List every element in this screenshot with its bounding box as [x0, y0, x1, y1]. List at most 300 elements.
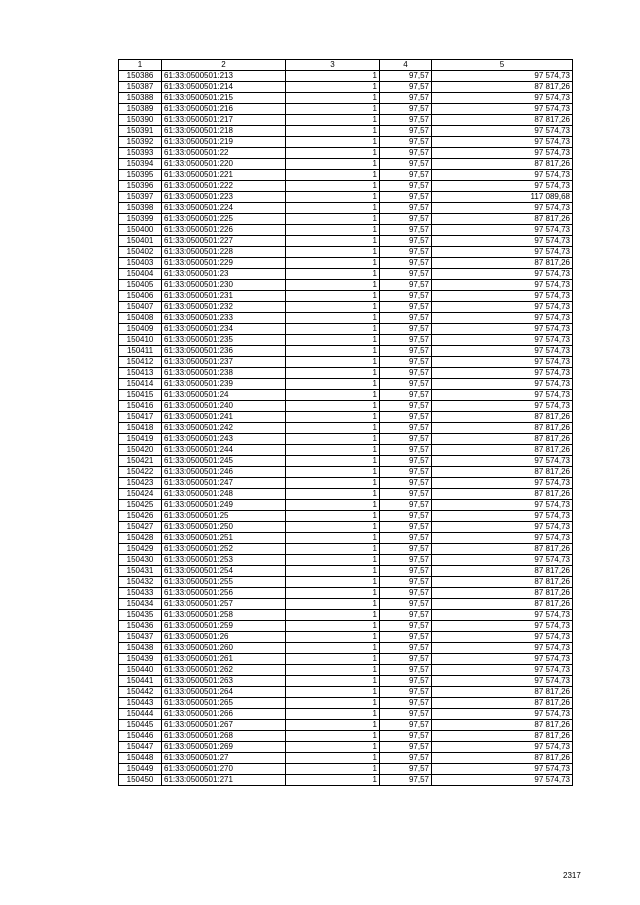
cell-quantity: 1 — [286, 742, 380, 753]
cell-row-number: 150389 — [119, 104, 162, 115]
cell-cadastral-number: 61:33:0500501:232 — [162, 302, 286, 313]
cell-cadastral-number: 61:33:0500501:258 — [162, 610, 286, 621]
table-row — [119, 544, 573, 555]
cell-area: 97,57 — [380, 313, 432, 324]
cell-row-number: 150425 — [119, 500, 162, 511]
cell-value: 97 574,73 — [432, 71, 573, 82]
cell-area: 97,57 — [380, 71, 432, 82]
cell-value: 97 574,73 — [432, 632, 573, 643]
cell-row-number: 150403 — [119, 258, 162, 269]
table-row — [119, 599, 573, 610]
cell-cadastral-number: 61:33:0500501:259 — [162, 621, 286, 632]
cell-quantity: 1 — [286, 247, 380, 258]
cell-row-number: 150397 — [119, 192, 162, 203]
table-row — [119, 247, 573, 258]
cell-row-number: 150424 — [119, 489, 162, 500]
table-row — [119, 115, 573, 126]
cell-area: 97,57 — [380, 489, 432, 500]
cell-cadastral-number: 61:33:0500501:267 — [162, 720, 286, 731]
cell-quantity: 1 — [286, 148, 380, 159]
table-row — [119, 126, 573, 137]
cell-row-number: 150449 — [119, 764, 162, 775]
cell-quantity: 1 — [286, 577, 380, 588]
cell-cadastral-number: 61:33:0500501:233 — [162, 313, 286, 324]
cell-row-number: 150450 — [119, 775, 162, 786]
cell-quantity: 1 — [286, 643, 380, 654]
cell-area: 97,57 — [380, 544, 432, 555]
cell-area: 97,57 — [380, 599, 432, 610]
cell-cadastral-number: 61:33:0500501:266 — [162, 709, 286, 720]
table-row — [119, 93, 573, 104]
table-row — [119, 423, 573, 434]
cell-quantity: 1 — [286, 533, 380, 544]
cell-quantity: 1 — [286, 621, 380, 632]
table-row — [119, 610, 573, 621]
cell-area: 97,57 — [380, 93, 432, 104]
cell-area: 97,57 — [380, 170, 432, 181]
cell-quantity: 1 — [286, 368, 380, 379]
cell-value: 87 817,26 — [432, 731, 573, 742]
cell-value: 87 817,26 — [432, 720, 573, 731]
cell-cadastral-number: 61:33:0500501:244 — [162, 445, 286, 456]
cell-value: 97 574,73 — [432, 225, 573, 236]
cell-row-number: 150407 — [119, 302, 162, 313]
cell-value: 97 574,73 — [432, 126, 573, 137]
cell-area: 97,57 — [380, 588, 432, 599]
cell-cadastral-number: 61:33:0500501:245 — [162, 456, 286, 467]
cell-area: 97,57 — [380, 775, 432, 786]
cell-row-number: 150408 — [119, 313, 162, 324]
cell-cadastral-number: 61:33:0500501:238 — [162, 368, 286, 379]
cell-cadastral-number: 61:33:0500501:240 — [162, 401, 286, 412]
table-row — [119, 698, 573, 709]
table-row — [119, 643, 573, 654]
cell-quantity: 1 — [286, 654, 380, 665]
cell-quantity: 1 — [286, 225, 380, 236]
cell-area: 97,57 — [380, 665, 432, 676]
cell-cadastral-number: 61:33:0500501:269 — [162, 742, 286, 753]
table-row — [119, 225, 573, 236]
cell-value: 97 574,73 — [432, 621, 573, 632]
cell-quantity: 1 — [286, 687, 380, 698]
cell-value: 97 574,73 — [432, 390, 573, 401]
cell-row-number: 150392 — [119, 137, 162, 148]
cell-value: 87 817,26 — [432, 566, 573, 577]
cell-value: 97 574,73 — [432, 533, 573, 544]
cell-area: 97,57 — [380, 148, 432, 159]
table-row — [119, 236, 573, 247]
cell-quantity: 1 — [286, 291, 380, 302]
cell-value: 87 817,26 — [432, 588, 573, 599]
cell-row-number: 150434 — [119, 599, 162, 610]
cell-cadastral-number: 61:33:0500501:22 — [162, 148, 286, 159]
column-header-1: 1 — [119, 60, 162, 71]
cell-row-number: 150444 — [119, 709, 162, 720]
cell-area: 97,57 — [380, 368, 432, 379]
cell-cadastral-number: 61:33:0500501:27 — [162, 753, 286, 764]
cell-row-number: 150405 — [119, 280, 162, 291]
cell-cadastral-number: 61:33:0500501:262 — [162, 665, 286, 676]
cell-quantity: 1 — [286, 280, 380, 291]
cell-quantity: 1 — [286, 214, 380, 225]
cell-area: 97,57 — [380, 126, 432, 137]
cell-value: 97 574,73 — [432, 346, 573, 357]
cell-value: 97 574,73 — [432, 357, 573, 368]
cell-cadastral-number: 61:33:0500501:214 — [162, 82, 286, 93]
cell-area: 97,57 — [380, 302, 432, 313]
cell-cadastral-number: 61:33:0500501:249 — [162, 500, 286, 511]
cell-area: 97,57 — [380, 269, 432, 280]
table-row — [119, 368, 573, 379]
cell-cadastral-number: 61:33:0500501:23 — [162, 269, 286, 280]
cell-value: 97 574,73 — [432, 181, 573, 192]
cell-quantity: 1 — [286, 434, 380, 445]
cell-cadastral-number: 61:33:0500501:223 — [162, 192, 286, 203]
cell-row-number: 150409 — [119, 324, 162, 335]
table-row — [119, 467, 573, 478]
cell-cadastral-number: 61:33:0500501:226 — [162, 225, 286, 236]
table-row — [119, 137, 573, 148]
cell-cadastral-number: 61:33:0500501:242 — [162, 423, 286, 434]
cell-cadastral-number: 61:33:0500501:264 — [162, 687, 286, 698]
table-row — [119, 577, 573, 588]
cell-value: 87 817,26 — [432, 445, 573, 456]
cell-quantity: 1 — [286, 665, 380, 676]
cell-value: 87 817,26 — [432, 115, 573, 126]
cell-cadastral-number: 61:33:0500501:255 — [162, 577, 286, 588]
cell-area: 97,57 — [380, 577, 432, 588]
cell-cadastral-number: 61:33:0500501:219 — [162, 137, 286, 148]
cell-value: 97 574,73 — [432, 511, 573, 522]
cell-area: 97,57 — [380, 654, 432, 665]
table-row — [119, 742, 573, 753]
cell-cadastral-number: 61:33:0500501:231 — [162, 291, 286, 302]
cell-cadastral-number: 61:33:0500501:248 — [162, 489, 286, 500]
cell-cadastral-number: 61:33:0500501:263 — [162, 676, 286, 687]
cell-quantity: 1 — [286, 698, 380, 709]
cell-cadastral-number: 61:33:0500501:239 — [162, 379, 286, 390]
table-row — [119, 280, 573, 291]
table-row — [119, 412, 573, 423]
cell-value: 97 574,73 — [432, 654, 573, 665]
cell-row-number: 150420 — [119, 445, 162, 456]
cell-row-number: 150443 — [119, 698, 162, 709]
cell-value: 97 574,73 — [432, 104, 573, 115]
table-row — [119, 676, 573, 687]
cell-row-number: 150435 — [119, 610, 162, 621]
cell-quantity: 1 — [286, 544, 380, 555]
cell-value: 97 574,73 — [432, 775, 573, 786]
cell-value: 87 817,26 — [432, 544, 573, 555]
cell-cadastral-number: 61:33:0500501:230 — [162, 280, 286, 291]
cell-cadastral-number: 61:33:0500501:215 — [162, 93, 286, 104]
cell-cadastral-number: 61:33:0500501:228 — [162, 247, 286, 258]
cell-value: 97 574,73 — [432, 302, 573, 313]
cell-row-number: 150421 — [119, 456, 162, 467]
cell-cadastral-number: 61:33:0500501:24 — [162, 390, 286, 401]
cell-value: 87 817,26 — [432, 753, 573, 764]
cell-quantity: 1 — [286, 126, 380, 137]
cell-value: 97 574,73 — [432, 742, 573, 753]
table-row — [119, 709, 573, 720]
cell-cadastral-number: 61:33:0500501:237 — [162, 357, 286, 368]
cell-quantity: 1 — [286, 500, 380, 511]
cell-value: 97 574,73 — [432, 324, 573, 335]
cell-row-number: 150437 — [119, 632, 162, 643]
cell-area: 97,57 — [380, 434, 432, 445]
table-row — [119, 753, 573, 764]
cell-area: 97,57 — [380, 203, 432, 214]
cell-quantity: 1 — [286, 588, 380, 599]
cell-value: 97 574,73 — [432, 280, 573, 291]
cell-area: 97,57 — [380, 742, 432, 753]
cell-area: 97,57 — [380, 500, 432, 511]
cell-cadastral-number: 61:33:0500501:26 — [162, 632, 286, 643]
table-row — [119, 379, 573, 390]
cell-row-number: 150427 — [119, 522, 162, 533]
cell-row-number: 150441 — [119, 676, 162, 687]
cell-row-number: 150418 — [119, 423, 162, 434]
table-row — [119, 192, 573, 203]
cell-cadastral-number: 61:33:0500501:227 — [162, 236, 286, 247]
cell-quantity: 1 — [286, 115, 380, 126]
cell-area: 97,57 — [380, 291, 432, 302]
table-row — [119, 654, 573, 665]
cell-cadastral-number: 61:33:0500501:253 — [162, 555, 286, 566]
table-row — [119, 500, 573, 511]
cell-row-number: 150387 — [119, 82, 162, 93]
table-row — [119, 302, 573, 313]
table-row — [119, 313, 573, 324]
cell-value: 97 574,73 — [432, 379, 573, 390]
cell-area: 97,57 — [380, 379, 432, 390]
cell-area: 97,57 — [380, 764, 432, 775]
table-row — [119, 71, 573, 82]
cell-cadastral-number: 61:33:0500501:241 — [162, 412, 286, 423]
cell-area: 97,57 — [380, 82, 432, 93]
cell-value: 97 574,73 — [432, 764, 573, 775]
cell-row-number: 150413 — [119, 368, 162, 379]
table-row — [119, 104, 573, 115]
cell-cadastral-number: 61:33:0500501:217 — [162, 115, 286, 126]
cell-row-number: 150393 — [119, 148, 162, 159]
cell-row-number: 150415 — [119, 390, 162, 401]
cell-area: 97,57 — [380, 115, 432, 126]
cell-value: 97 574,73 — [432, 170, 573, 181]
cell-value: 97 574,73 — [432, 478, 573, 489]
cell-value: 97 574,73 — [432, 247, 573, 258]
cell-value: 97 574,73 — [432, 709, 573, 720]
cell-value: 97 574,73 — [432, 676, 573, 687]
cell-area: 97,57 — [380, 478, 432, 489]
cell-quantity: 1 — [286, 775, 380, 786]
cell-row-number: 150432 — [119, 577, 162, 588]
table-row — [119, 269, 573, 280]
cell-area: 97,57 — [380, 137, 432, 148]
cell-cadastral-number: 61:33:0500501:222 — [162, 181, 286, 192]
cell-row-number: 150414 — [119, 379, 162, 390]
cell-area: 97,57 — [380, 104, 432, 115]
cell-value: 97 574,73 — [432, 401, 573, 412]
cell-area: 97,57 — [380, 401, 432, 412]
cell-row-number: 150401 — [119, 236, 162, 247]
cell-area: 97,57 — [380, 456, 432, 467]
cell-cadastral-number: 61:33:0500501:221 — [162, 170, 286, 181]
table-row — [119, 357, 573, 368]
table-row — [119, 720, 573, 731]
cell-area: 97,57 — [380, 258, 432, 269]
table-row — [119, 445, 573, 456]
cell-cadastral-number: 61:33:0500501:218 — [162, 126, 286, 137]
cell-quantity: 1 — [286, 71, 380, 82]
cell-area: 97,57 — [380, 236, 432, 247]
cell-cadastral-number: 61:33:0500501:213 — [162, 71, 286, 82]
cell-cadastral-number: 61:33:0500501:265 — [162, 698, 286, 709]
cell-value: 97 574,73 — [432, 522, 573, 533]
cell-quantity: 1 — [286, 566, 380, 577]
cell-row-number: 150391 — [119, 126, 162, 137]
cell-value: 97 574,73 — [432, 313, 573, 324]
cell-area: 97,57 — [380, 511, 432, 522]
cell-cadastral-number: 61:33:0500501:235 — [162, 335, 286, 346]
cell-value: 97 574,73 — [432, 269, 573, 280]
table-row — [119, 555, 573, 566]
cell-cadastral-number: 61:33:0500501:271 — [162, 775, 286, 786]
cell-area: 97,57 — [380, 643, 432, 654]
cell-value: 117 089,68 — [432, 192, 573, 203]
cell-cadastral-number: 61:33:0500501:216 — [162, 104, 286, 115]
cell-area: 97,57 — [380, 687, 432, 698]
cell-value: 97 574,73 — [432, 335, 573, 346]
cell-quantity: 1 — [286, 731, 380, 742]
cell-area: 97,57 — [380, 445, 432, 456]
cell-area: 97,57 — [380, 676, 432, 687]
cell-row-number: 150426 — [119, 511, 162, 522]
cell-value: 97 574,73 — [432, 368, 573, 379]
cell-area: 97,57 — [380, 412, 432, 423]
cell-value: 97 574,73 — [432, 500, 573, 511]
cell-row-number: 150404 — [119, 269, 162, 280]
cell-quantity: 1 — [286, 467, 380, 478]
cell-value: 97 574,73 — [432, 148, 573, 159]
cell-cadastral-number: 61:33:0500501:254 — [162, 566, 286, 577]
cell-quantity: 1 — [286, 423, 380, 434]
cell-row-number: 150410 — [119, 335, 162, 346]
cell-area: 97,57 — [380, 214, 432, 225]
cell-quantity: 1 — [286, 599, 380, 610]
cell-value: 87 817,26 — [432, 687, 573, 698]
cell-area: 97,57 — [380, 247, 432, 258]
cell-quantity: 1 — [286, 489, 380, 500]
table-row — [119, 522, 573, 533]
cell-value: 87 817,26 — [432, 258, 573, 269]
cell-row-number: 150422 — [119, 467, 162, 478]
cell-row-number: 150411 — [119, 346, 162, 357]
cell-row-number: 150423 — [119, 478, 162, 489]
cell-area: 97,57 — [380, 357, 432, 368]
table-row — [119, 775, 573, 786]
cell-cadastral-number: 61:33:0500501:250 — [162, 522, 286, 533]
table-row — [119, 346, 573, 357]
cell-row-number: 150448 — [119, 753, 162, 764]
cell-area: 97,57 — [380, 533, 432, 544]
cell-area: 97,57 — [380, 324, 432, 335]
cell-quantity: 1 — [286, 610, 380, 621]
cell-value: 87 817,26 — [432, 82, 573, 93]
cell-row-number: 150400 — [119, 225, 162, 236]
table-row — [119, 181, 573, 192]
table-row — [119, 632, 573, 643]
cell-area: 97,57 — [380, 720, 432, 731]
cell-cadastral-number: 61:33:0500501:225 — [162, 214, 286, 225]
cell-row-number: 150388 — [119, 93, 162, 104]
cell-quantity: 1 — [286, 555, 380, 566]
table-row — [119, 170, 573, 181]
table-row — [119, 401, 573, 412]
cell-row-number: 150438 — [119, 643, 162, 654]
cell-quantity: 1 — [286, 335, 380, 346]
cell-cadastral-number: 61:33:0500501:229 — [162, 258, 286, 269]
cell-cadastral-number: 61:33:0500501:256 — [162, 588, 286, 599]
cell-area: 97,57 — [380, 753, 432, 764]
cell-quantity: 1 — [286, 192, 380, 203]
cell-quantity: 1 — [286, 676, 380, 687]
column-header-5: 5 — [432, 60, 573, 71]
cell-row-number: 150436 — [119, 621, 162, 632]
table-row — [119, 434, 573, 445]
cell-quantity: 1 — [286, 632, 380, 643]
cadastral-table — [118, 59, 573, 786]
table-row — [119, 489, 573, 500]
cell-cadastral-number: 61:33:0500501:224 — [162, 203, 286, 214]
table-body — [119, 71, 573, 786]
cell-cadastral-number: 61:33:0500501:257 — [162, 599, 286, 610]
cell-row-number: 150439 — [119, 654, 162, 665]
cell-quantity: 1 — [286, 720, 380, 731]
cell-cadastral-number: 61:33:0500501:243 — [162, 434, 286, 445]
table-row — [119, 621, 573, 632]
cell-area: 97,57 — [380, 335, 432, 346]
cell-value: 87 817,26 — [432, 698, 573, 709]
table-row — [119, 214, 573, 225]
cell-row-number: 150395 — [119, 170, 162, 181]
cell-row-number: 150428 — [119, 533, 162, 544]
cell-quantity: 1 — [286, 137, 380, 148]
cell-quantity: 1 — [286, 753, 380, 764]
cell-cadastral-number: 61:33:0500501:247 — [162, 478, 286, 489]
cell-area: 97,57 — [380, 610, 432, 621]
cell-row-number: 150445 — [119, 720, 162, 731]
cell-cadastral-number: 61:33:0500501:234 — [162, 324, 286, 335]
cell-quantity: 1 — [286, 236, 380, 247]
cell-area: 97,57 — [380, 192, 432, 203]
cell-quantity: 1 — [286, 324, 380, 335]
table-row — [119, 159, 573, 170]
table-row — [119, 456, 573, 467]
cell-quantity: 1 — [286, 390, 380, 401]
column-header-3: 3 — [286, 60, 380, 71]
table-row — [119, 258, 573, 269]
cell-cadastral-number: 61:33:0500501:270 — [162, 764, 286, 775]
cell-cadastral-number: 61:33:0500501:252 — [162, 544, 286, 555]
cell-row-number: 150396 — [119, 181, 162, 192]
cell-area: 97,57 — [380, 423, 432, 434]
table-row — [119, 511, 573, 522]
cell-quantity: 1 — [286, 159, 380, 170]
cell-quantity: 1 — [286, 104, 380, 115]
table-row — [119, 203, 573, 214]
table-row — [119, 533, 573, 544]
